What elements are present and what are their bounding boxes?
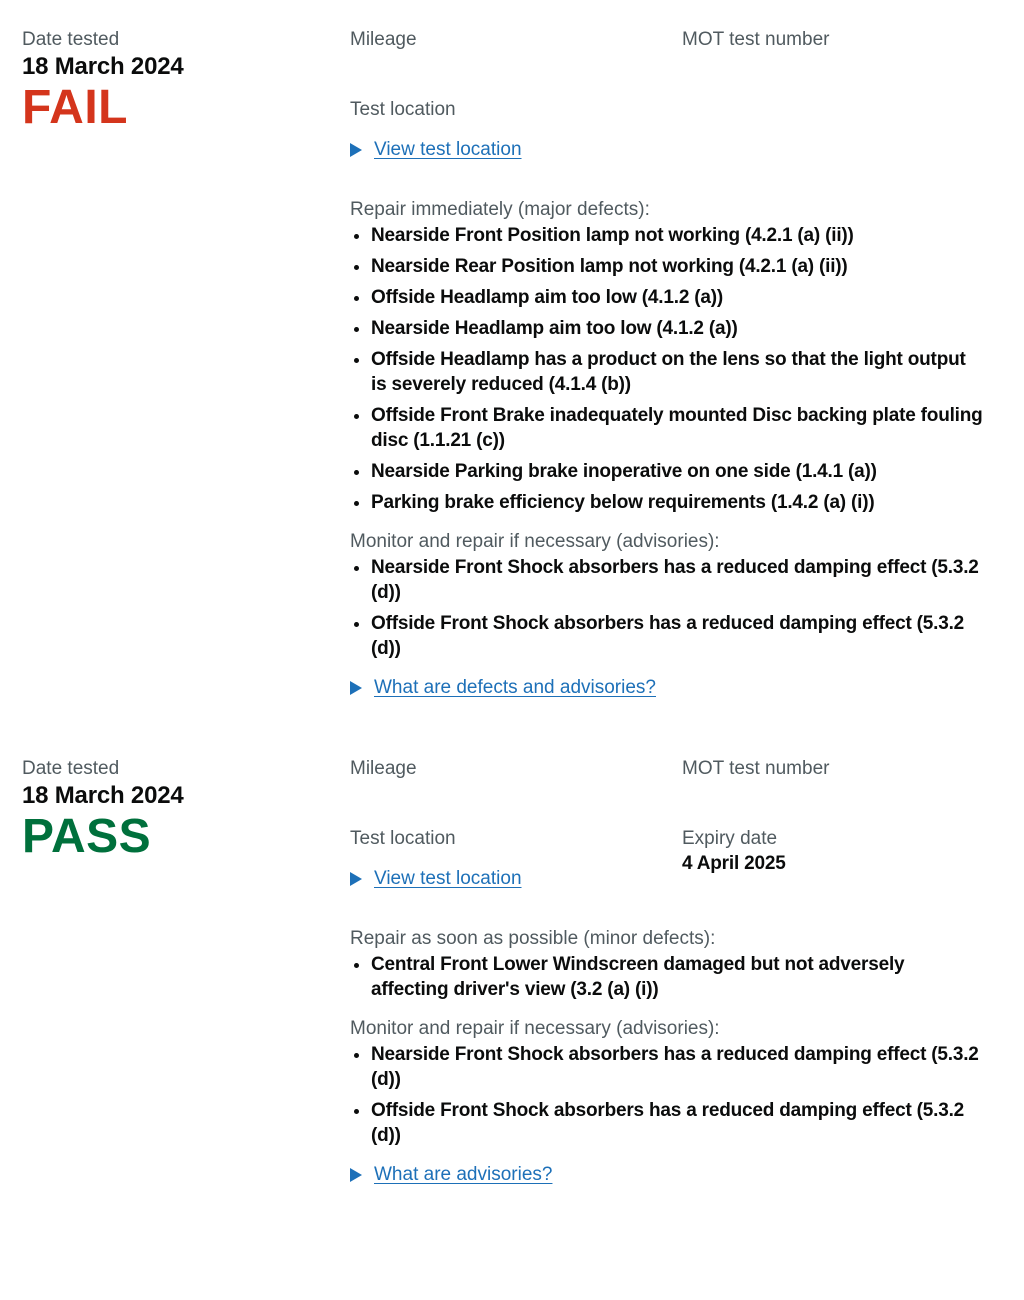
minor-defects-heading: Repair as soon as possible (minor defects): (350, 928, 716, 949)
major-defects-list (350, 223, 984, 515)
expiry-date-label: Expiry date (682, 828, 778, 849)
major-defects-heading: Repair immediately (major defects): (350, 199, 650, 220)
defects-area (350, 197, 984, 700)
advisories-heading: Monitor and repair if necessary (advisories): (350, 1018, 720, 1039)
defect-item: • Offside Headlamp has a product on the lens so that the light output is severely reduced (4.1.4 (b)) (371, 347, 984, 397)
record-meta-grid (350, 27, 984, 162)
record-summary-column (22, 27, 350, 134)
view-test-location-label: View test location (374, 139, 522, 160)
view-test-location-link[interactable] (350, 866, 522, 891)
what-are-defects-and-advisories-label: What are defects and advisories? (374, 677, 656, 698)
defect-item: • Nearside Parking brake inoperative on one side (1.4.1 (a)) (371, 459, 984, 484)
defects-area (350, 926, 984, 1187)
defect-item: • Nearside Rear Position lamp not working (4.2.1 (a) (ii)) (371, 254, 984, 279)
meta-cell-left (350, 756, 682, 891)
defect-item: • Nearside Headlamp aim too low (4.1.2 (a)) (371, 316, 984, 341)
what-are-advisories-link[interactable] (350, 1162, 552, 1187)
record-summary-column (22, 756, 350, 863)
what-are-advisories-label: What are advisories? (374, 1164, 553, 1185)
mileage-label: Mileage (350, 29, 417, 50)
test-location-label: Test location (350, 99, 456, 120)
date-tested-label: Date tested (22, 29, 120, 50)
record-meta-grid (350, 756, 984, 891)
advisories-heading: Monitor and repair if necessary (advisories): (350, 531, 720, 552)
defect-item: • Nearside Front Position lamp not working (4.2.1 (a) (ii)) (371, 223, 984, 248)
defect-item: • Offside Front Shock absorbers has a reduced damping effect (5.3.2 (d)) (371, 611, 984, 661)
expiry-date-value: 4 April 2025 (682, 853, 786, 874)
what-are-defects-and-advisories-link[interactable] (350, 675, 656, 700)
disclosure-triangle-icon (350, 681, 362, 695)
disclosure-triangle-icon (350, 1168, 362, 1182)
disclosure-triangle-icon (350, 872, 362, 886)
date-tested-value: 18 March 2024 (22, 53, 184, 80)
mot-test-number-label: MOT test number (682, 29, 830, 50)
test-location-label: Test location (350, 828, 456, 849)
advisories-list (350, 1042, 984, 1148)
record-detail-column (350, 27, 984, 700)
record-detail-column (350, 756, 984, 1187)
mot-test-number-label: MOT test number (682, 758, 830, 779)
defect-item: • Offside Headlamp aim too low (4.1.2 (a)) (371, 285, 984, 310)
defect-item: • Offside Front Shock absorbers has a reduced damping effect (5.3.2 (d)) (371, 1098, 984, 1148)
view-test-location-link[interactable] (350, 137, 522, 162)
defect-item: • Central Front Lower Windscreen damaged but not adversely affecting driver's view (3.2 (a) (i)) (371, 952, 984, 1002)
meta-cell-right (682, 756, 984, 891)
mileage-label: Mileage (350, 758, 417, 779)
test-result-fail: FAIL (22, 81, 128, 134)
date-tested-value: 18 March 2024 (22, 782, 184, 809)
test-result-pass: PASS (22, 810, 152, 863)
disclosure-triangle-icon (350, 143, 362, 157)
test-record-pass (22, 756, 984, 1187)
date-tested-label: Date tested (22, 758, 120, 779)
view-test-location-label: View test location (374, 868, 522, 889)
meta-cell-left (350, 27, 682, 162)
defect-item: • Nearside Front Shock absorbers has a reduced damping effect (5.3.2 (d)) (371, 1042, 984, 1092)
advisories-list (350, 555, 984, 661)
meta-cell-right (682, 27, 984, 162)
defect-item: • Nearside Front Shock absorbers has a reduced damping effect (5.3.2 (d)) (371, 555, 984, 605)
minor-defects-list (350, 952, 984, 1002)
test-record-fail (22, 27, 984, 700)
defect-item: • Parking brake efficiency below requirements (1.4.2 (a) (i)) (371, 490, 984, 515)
defect-item: • Offside Front Brake inadequately mounted Disc backing plate fouling disc (1.1.21 (c)) (371, 403, 984, 453)
